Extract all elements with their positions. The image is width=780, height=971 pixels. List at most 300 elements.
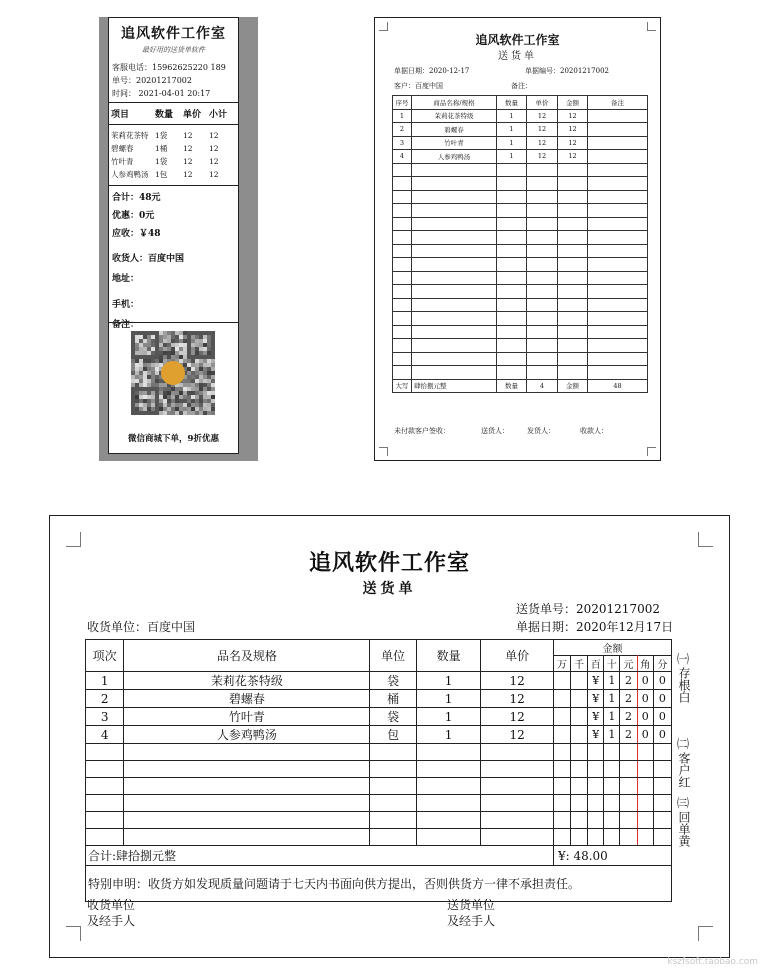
receipt-col-item: 项目 [111,110,130,120]
delivery-slip-preview [374,17,661,461]
invoice-empty-row [86,829,672,846]
invoice-cell [653,778,671,795]
invoice-cell-digit: 0 [653,726,671,744]
invoice-amount-unit: 十 [604,656,620,672]
slip-table-row [393,136,648,150]
invoice-amount-unit: 元 [620,656,637,672]
invoice-cell-digit [553,726,570,744]
invoice-receiver-unit: 收货单位：百度中国 [87,620,196,634]
slip-table-cell [558,258,588,272]
invoice-title: 追风软件工作室 [308,550,470,576]
invoice-cell-digit [553,672,570,690]
slip-table-cell [412,325,497,339]
invoice-notice: 特别申明：收货方如发现质量问题请于七天内书面向供方提出，否则供货方一律不承担责任。 [86,866,672,902]
invoice-col-amount: 金额 [553,640,671,656]
invoice-cell [604,795,620,812]
invoice-cell [553,744,570,761]
receipt-remark: 备注： [112,320,140,330]
invoice-cell [124,744,370,761]
invoice-cell [620,744,637,761]
invoice-copy-text: 回单黄 [677,811,691,847]
slip-note: 备注： [511,82,532,90]
slip-table-cell: 12 [527,136,558,150]
invoice-cell [416,778,481,795]
invoice-doc-no: 送货单号：20201217002 [516,602,660,616]
invoice-sign-left-line1: 收货单位 [87,898,136,912]
slip-table-cell [393,231,412,245]
slip-table-cell [412,339,497,353]
invoice-subtitle: 送货单 [362,581,417,597]
slip-col-amount: 金额 [558,96,588,110]
invoice-cell [620,761,637,778]
invoice-cell [653,829,671,846]
invoice-copy-text: 存根白 [677,667,691,703]
invoice-cell-unit: 包 [370,726,416,744]
slip-table-cell: 1 [393,109,412,123]
receipt-col-subtotal: 小计 [209,110,228,120]
invoice-col-index: 项次 [86,640,124,672]
slip-table-cell [393,298,412,312]
slip-table-cell [393,244,412,258]
invoice-cell-name: 碧螺春 [124,690,370,708]
invoice-cell-digit: 2 [620,690,637,708]
invoice-copy-no: ㈠ [676,652,689,666]
slip-table-cell [527,190,558,204]
slip-sign-delivery: 送货人： [481,427,509,435]
invoice-copy-text: 客户红 [677,752,691,788]
invoice-cell-digit: 1 [604,726,620,744]
slip-table-cell [527,325,558,339]
invoice-cell-digit: 0 [653,708,671,726]
receipt-time: 时间： 2021-04-01 20:17 [112,89,211,98]
invoice-cell [588,778,604,795]
invoice-cell [604,829,620,846]
crop-mark-icon [379,447,388,456]
invoice-cell-qty: 1 [416,672,481,690]
slip-table-cell [497,244,527,258]
receipt-item-cell: 12 [209,144,219,153]
slip-table-cell [527,352,558,366]
invoice-cell-price: 12 [481,672,554,690]
slip-table-cell [497,258,527,272]
invoice-cell-digit [553,690,570,708]
slip-table-cell [558,298,588,312]
slip-table-row [393,123,648,137]
slip-table-cell [497,285,527,299]
slip-col-note: 备注 [588,96,648,110]
slip-sign-shipper: 发货人： [527,427,555,435]
invoice-copy-label [676,737,690,788]
receipt-item-cell: 1袋 [155,131,168,140]
slip-table-cell [558,339,588,353]
invoice-cell [481,829,554,846]
slip-table-cell [393,312,412,326]
slip-table-cell: 12 [527,150,558,164]
invoice-table [85,639,672,902]
slip-table-cell [393,352,412,366]
slip-table-cell: 1 [497,109,527,123]
slip-table-cell [412,366,497,380]
slip-table-cell [527,244,558,258]
receipt-info [109,61,238,100]
slip-table-cell [558,271,588,285]
slip-table-cell [497,190,527,204]
receipt-item-cell: 茉莉花茶特 [111,131,149,140]
receipt-item-cell: 1桶 [155,144,168,153]
invoice-cell [370,795,416,812]
invoice-amount-unit: 千 [571,656,588,672]
slip-table-cell [527,217,558,231]
invoice-cell [370,829,416,846]
slip-table-cell [497,204,527,218]
receipt-total: 合计：48元 [112,193,161,203]
invoice-empty-row [86,795,672,812]
receipt-item-cell: 12 [183,170,193,179]
slip-table-cell [527,339,558,353]
invoice-cell-unit: 桶 [370,690,416,708]
invoice-sign-right-line2: 及经手人 [447,914,496,928]
slip-table-cell [558,177,588,191]
slip-table-cell: 4 [393,150,412,164]
slip-table-cell [588,123,648,137]
invoice-cell [124,812,370,829]
invoice-cell-digit: 0 [637,690,653,708]
invoice-notice-row [86,866,672,902]
invoice-table-row [86,690,672,708]
receipt-order-no: 单号：20201217002 [112,76,192,85]
invoice-cell [653,761,671,778]
slip-empty-row [393,339,648,353]
invoice-cell [620,778,637,795]
invoice-amount-unit: 百 [588,656,604,672]
slip-sign-customer: 未付款客户签收： [394,427,450,435]
receipt-preview [108,17,239,454]
invoice-amount-unit: 万 [553,656,570,672]
receipt-item-cell: 人参鸡鸭汤 [111,170,149,179]
slip-table-cell [412,217,497,231]
invoice-cell-digit: 1 [604,708,620,726]
slip-table-cell [527,204,558,218]
slip-table-cell [497,325,527,339]
invoice-cell-digit: 0 [653,672,671,690]
invoice-cell [604,744,620,761]
invoice-table-header [86,640,672,656]
slip-table-cell [588,217,648,231]
slip-table-cell: 1 [497,136,527,150]
invoice-cell [370,761,416,778]
slip-table-row [393,150,648,164]
receipt-item-cell: 12 [183,144,193,153]
slip-table-cell [412,231,497,245]
receipt-promo: 微信商城下单，9折优惠 [128,434,219,444]
receipt-item-cell: 12 [209,170,219,179]
invoice-total-label: 合计:肆拾捌元整 [86,846,554,866]
invoice-cell [620,795,637,812]
slip-table-cell [527,271,558,285]
slip-table-cell: 12 [558,150,588,164]
invoice-cell-index: 4 [86,726,124,744]
slip-table-cell [393,285,412,299]
slip-table-cell [527,312,558,326]
invoice-cell-index: 2 [86,690,124,708]
invoice-table-row [86,726,672,744]
slip-table-cell: 1 [497,123,527,137]
invoice-cell [416,761,481,778]
slip-table-cell [588,163,648,177]
invoice-cell [604,778,620,795]
invoice-copy-label [676,652,690,703]
invoice-cell [571,761,588,778]
slip-table-cell: 12 [527,109,558,123]
invoice-cell [588,744,604,761]
slip-table-cell [588,325,648,339]
invoice-cell-digit [571,726,588,744]
slip-table-cell [527,163,558,177]
invoice-cell-digit: ¥ [588,726,604,744]
receipt-preview-frame [99,17,258,461]
invoice-cell-unit: 袋 [370,672,416,690]
slip-table-cell [393,366,412,380]
invoice-cell [588,829,604,846]
invoice-cell [604,761,620,778]
slip-table-cell [558,231,588,245]
receipt-slogan: 最好用的送货单软件 [142,46,205,54]
slip-table-cell [588,366,648,380]
invoice-col-qty: 数量 [416,640,481,672]
invoice-cell [86,744,124,761]
slip-doc-no: 单据编号：20201217002 [525,67,609,75]
invoice-amount-unit: 角 [637,656,653,672]
receipt-item-row [111,155,236,168]
slip-table-cell [588,150,648,164]
slip-table-cell [588,177,648,191]
slip-table-cell [497,217,527,231]
slip-table-cell [497,352,527,366]
slip-table-cell [412,298,497,312]
slip-table-cell [588,339,648,353]
crop-mark-icon [698,926,713,941]
invoice-cell [637,795,653,812]
invoice-cell-qty: 1 [416,690,481,708]
receipt-divider [109,185,238,186]
invoice-cell [124,795,370,812]
invoice-cell [553,812,570,829]
invoice-cell [481,761,554,778]
slip-table-cell [558,325,588,339]
slip-empty-row [393,177,648,191]
slip-empty-row [393,204,648,218]
invoice-total-row [86,846,672,866]
invoice-cell-digit: 1 [604,690,620,708]
slip-capital-label: 大写 [393,379,412,393]
receipt-items [109,127,238,183]
invoice-empty-row [86,778,672,795]
slip-col-qty: 数量 [497,96,527,110]
slip-table-cell [588,285,648,299]
slip-table-cell [588,190,648,204]
slip-empty-row [393,285,648,299]
watermark-text: kszfsoft.taobao.com [667,957,758,967]
slip-table-cell [497,366,527,380]
crop-mark-icon [66,532,81,547]
invoice-cell-digit: 2 [620,708,637,726]
invoice-cell [481,795,554,812]
invoice-cell [86,829,124,846]
delivery-note-preview [49,515,730,958]
invoice-col-name: 品名及规格 [124,640,370,672]
slip-summary-row [393,379,648,393]
slip-table-cell [527,285,558,299]
invoice-cell [637,829,653,846]
slip-table-cell [497,312,527,326]
invoice-cell [588,795,604,812]
invoice-empty-row [86,812,672,829]
slip-table-cell: 碧螺春 [412,123,497,137]
receipt-item-cell: 12 [209,131,219,140]
slip-amount-label: 金额 [558,379,588,393]
slip-table-cell [558,366,588,380]
slip-empty-row [393,217,648,231]
slip-amount-value: 48 [588,379,648,393]
slip-table-cell [527,366,558,380]
invoice-cell [370,778,416,795]
slip-table-cell [393,258,412,272]
receipt-item-cell: 碧螺春 [111,144,134,153]
invoice-cell [637,778,653,795]
invoice-cell [553,795,570,812]
slip-table-cell [527,298,558,312]
slip-col-index: 序号 [393,96,412,110]
receipt-item-row [111,168,236,181]
invoice-cell [124,761,370,778]
invoice-cell-digit [571,690,588,708]
slip-table-cell [527,177,558,191]
slip-table-header [393,96,648,110]
invoice-cell [553,829,570,846]
invoice-cell [588,812,604,829]
invoice-cell-name: 竹叶青 [124,708,370,726]
slip-table-cell [497,298,527,312]
receipt-item-cell: 竹叶青 [111,157,134,166]
slip-table-cell: 人参鸡鸭汤 [412,150,497,164]
receipt-phone: 客服电话：15962625220 189 [112,63,226,72]
invoice-cell [637,812,653,829]
invoice-copy-no: ㈡ [676,737,689,751]
invoice-total-value: ¥: 48.00 [553,846,671,866]
invoice-cell [653,744,671,761]
slip-subtitle: 送货单 [498,51,537,62]
slip-table-cell [558,244,588,258]
invoice-cell-qty: 1 [416,726,481,744]
slip-table-cell [558,204,588,218]
slip-table-cell: 12 [558,123,588,137]
invoice-cell-digit [553,708,570,726]
invoice-cell [571,778,588,795]
invoice-sign-left-line2: 及经手人 [87,914,136,928]
invoice-cell-digit: 0 [637,726,653,744]
invoice-cell-index: 1 [86,672,124,690]
invoice-sign-right-line1: 送货单位 [447,898,496,912]
receipt-item-row [111,129,236,142]
invoice-cell-digit [571,672,588,690]
slip-table-cell [393,339,412,353]
invoice-cell-name: 茉莉花茶特级 [124,672,370,690]
slip-table-cell: 3 [393,136,412,150]
slip-empty-row [393,271,648,285]
invoice-cell-unit: 袋 [370,708,416,726]
receipt-due: 应收：￥48 [112,229,161,239]
invoice-cell [416,795,481,812]
invoice-table-row [86,708,672,726]
invoice-cell [553,761,570,778]
slip-table-cell: 12 [558,136,588,150]
slip-table-cell [412,312,497,326]
slip-table-cell [412,244,497,258]
invoice-cell [86,778,124,795]
receipt-address: 地址： [112,274,140,284]
receipt-item-cell: 1包 [155,170,168,179]
slip-empty-row [393,190,648,204]
invoice-cell [637,744,653,761]
receipt-col-price: 单价 [183,110,202,120]
slip-empty-row [393,244,648,258]
slip-table-row [393,109,648,123]
invoice-cell-index: 3 [86,708,124,726]
crop-mark-icon [647,447,656,456]
invoice-cell-name: 人参鸡鸭汤 [124,726,370,744]
crop-mark-icon [379,22,388,31]
slip-table-cell [558,163,588,177]
invoice-cell [416,829,481,846]
crop-mark-icon [66,926,81,941]
slip-table-cell [588,109,648,123]
slip-table-cell: 12 [558,109,588,123]
invoice-table-row [86,672,672,690]
invoice-cell-price: 12 [481,708,554,726]
slip-table-cell: 12 [527,123,558,137]
slip-table-cell: 竹叶青 [412,136,497,150]
slip-table-cell [393,163,412,177]
invoice-cell [571,744,588,761]
receipt-shop-name: 追风软件工作室 [121,26,226,42]
qr-code-icon [131,331,215,415]
invoice-cell [637,761,653,778]
invoice-cell [124,829,370,846]
invoice-cell-digit: 1 [604,672,620,690]
invoice-cell [588,761,604,778]
invoice-cell [124,778,370,795]
receipt-qr-area [109,322,238,453]
invoice-cell [86,812,124,829]
slip-table-cell [412,190,497,204]
invoice-cell [481,812,554,829]
slip-table-cell [412,271,497,285]
slip-empty-row [393,366,648,380]
invoice-cell [370,812,416,829]
slip-table-cell [497,163,527,177]
invoice-cell [481,778,554,795]
invoice-cell [604,812,620,829]
invoice-cell-digit: ¥ [588,690,604,708]
invoice-cell-digit: ¥ [588,708,604,726]
invoice-cell [653,812,671,829]
receipt-col-qty: 数量 [155,110,174,120]
slip-qty-value: 4 [527,379,558,393]
invoice-cell-digit: 0 [637,708,653,726]
slip-table-cell [393,217,412,231]
slip-table-cell [588,258,648,272]
slip-col-price: 单价 [527,96,558,110]
